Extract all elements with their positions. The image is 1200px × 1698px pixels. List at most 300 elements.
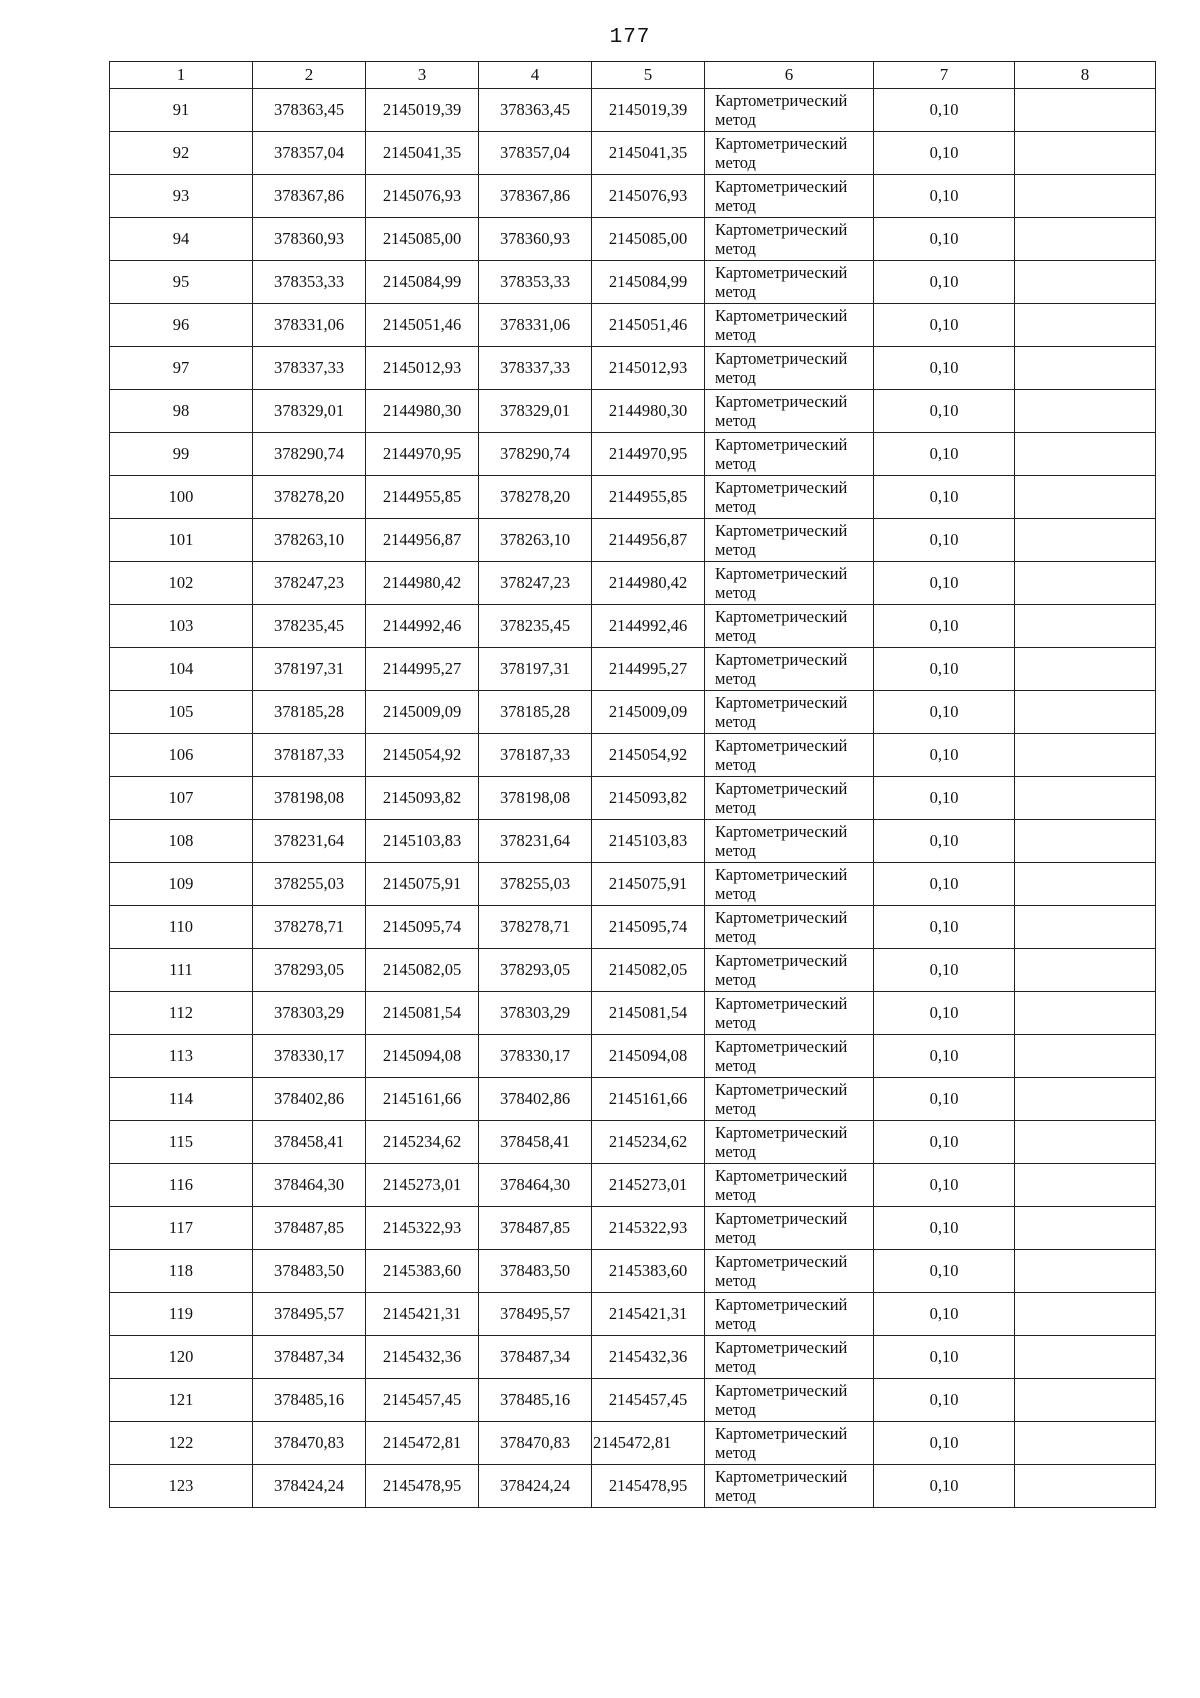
point-number-cell: 110 bbox=[110, 906, 253, 949]
accuracy-cell: 0,10 bbox=[874, 476, 1015, 519]
accuracy-cell: 0,10 bbox=[874, 304, 1015, 347]
y-coordinate-cell-2: 2145085,00 bbox=[592, 218, 705, 261]
x-coordinate-cell-2: 378185,28 bbox=[479, 691, 592, 734]
accuracy-cell: 0,10 bbox=[874, 218, 1015, 261]
method-cell: Картометрический метод bbox=[705, 132, 874, 175]
table-row bbox=[110, 1465, 1156, 1508]
note-cell bbox=[1015, 218, 1156, 261]
x-coordinate-cell-2: 378198,08 bbox=[479, 777, 592, 820]
point-number-cell: 93 bbox=[110, 175, 253, 218]
point-number-cell: 123 bbox=[110, 1465, 253, 1508]
y-coordinate-cell: 2145322,93 bbox=[366, 1207, 479, 1250]
x-coordinate-cell: 378293,05 bbox=[253, 949, 366, 992]
table-row bbox=[110, 261, 1156, 304]
point-number-cell: 105 bbox=[110, 691, 253, 734]
method-cell: Картометрический метод bbox=[705, 1422, 874, 1465]
y-coordinate-cell: 2145094,08 bbox=[366, 1035, 479, 1078]
point-number-cell: 111 bbox=[110, 949, 253, 992]
y-coordinate-cell-2: 2145234,62 bbox=[592, 1121, 705, 1164]
y-coordinate-cell-2: 2145082,05 bbox=[592, 949, 705, 992]
note-cell bbox=[1015, 89, 1156, 132]
x-coordinate-cell: 378367,86 bbox=[253, 175, 366, 218]
table-row bbox=[110, 820, 1156, 863]
y-coordinate-cell: 2145161,66 bbox=[366, 1078, 479, 1121]
method-cell: Картометрический метод bbox=[705, 175, 874, 218]
x-coordinate-cell: 378255,03 bbox=[253, 863, 366, 906]
y-coordinate-cell: 2145103,83 bbox=[366, 820, 479, 863]
accuracy-cell: 0,10 bbox=[874, 1336, 1015, 1379]
table-row bbox=[110, 648, 1156, 691]
y-coordinate-cell: 2145478,95 bbox=[366, 1465, 479, 1508]
method-cell: Картометрический метод bbox=[705, 734, 874, 777]
x-coordinate-cell-2: 378470,83 bbox=[479, 1422, 592, 1465]
accuracy-cell: 0,10 bbox=[874, 648, 1015, 691]
y-coordinate-cell: 2145234,62 bbox=[366, 1121, 479, 1164]
x-coordinate-cell: 378247,23 bbox=[253, 562, 366, 605]
point-number-cell: 96 bbox=[110, 304, 253, 347]
table-row bbox=[110, 1207, 1156, 1250]
y-coordinate-cell: 2145019,39 bbox=[366, 89, 479, 132]
y-coordinate-cell: 2144956,87 bbox=[366, 519, 479, 562]
accuracy-cell: 0,10 bbox=[874, 1164, 1015, 1207]
note-cell bbox=[1015, 820, 1156, 863]
method-cell: Картометрический метод bbox=[705, 218, 874, 261]
note-cell bbox=[1015, 1422, 1156, 1465]
y-coordinate-cell-2: 2145094,08 bbox=[592, 1035, 705, 1078]
y-coordinate-cell: 2144995,27 bbox=[366, 648, 479, 691]
x-coordinate-cell-2: 378363,45 bbox=[479, 89, 592, 132]
table-row bbox=[110, 1293, 1156, 1336]
method-cell: Картометрический метод bbox=[705, 390, 874, 433]
point-number-cell: 108 bbox=[110, 820, 253, 863]
method-cell: Картометрический метод bbox=[705, 1164, 874, 1207]
accuracy-cell: 0,10 bbox=[874, 89, 1015, 132]
point-number-cell: 100 bbox=[110, 476, 253, 519]
x-coordinate-cell-2: 378485,16 bbox=[479, 1379, 592, 1422]
note-cell bbox=[1015, 863, 1156, 906]
accuracy-cell: 0,10 bbox=[874, 261, 1015, 304]
accuracy-cell: 0,10 bbox=[874, 1078, 1015, 1121]
y-coordinate-cell-2: 2145472,81 bbox=[592, 1422, 705, 1465]
accuracy-cell: 0,10 bbox=[874, 820, 1015, 863]
page-number: 177 bbox=[609, 26, 651, 49]
table-row bbox=[110, 304, 1156, 347]
x-coordinate-cell-2: 378235,45 bbox=[479, 605, 592, 648]
y-coordinate-cell-2: 2145478,95 bbox=[592, 1465, 705, 1508]
accuracy-cell: 0,10 bbox=[874, 519, 1015, 562]
x-coordinate-cell-2: 378483,50 bbox=[479, 1250, 592, 1293]
coordinates-table bbox=[109, 61, 1156, 1508]
point-number-cell: 103 bbox=[110, 605, 253, 648]
accuracy-cell: 0,10 bbox=[874, 132, 1015, 175]
y-coordinate-cell-2: 2144980,42 bbox=[592, 562, 705, 605]
y-coordinate-cell: 2144992,46 bbox=[366, 605, 479, 648]
y-coordinate-cell: 2145076,93 bbox=[366, 175, 479, 218]
table-row bbox=[110, 906, 1156, 949]
accuracy-cell: 0,10 bbox=[874, 777, 1015, 820]
column-header: 6 bbox=[705, 62, 874, 89]
x-coordinate-cell-2: 378337,33 bbox=[479, 347, 592, 390]
note-cell bbox=[1015, 691, 1156, 734]
x-coordinate-cell: 378329,01 bbox=[253, 390, 366, 433]
x-coordinate-cell-2: 378303,29 bbox=[479, 992, 592, 1035]
point-number-cell: 115 bbox=[110, 1121, 253, 1164]
y-coordinate-cell-2: 2144980,30 bbox=[592, 390, 705, 433]
note-cell bbox=[1015, 1164, 1156, 1207]
table-row bbox=[110, 89, 1156, 132]
x-coordinate-cell: 378337,33 bbox=[253, 347, 366, 390]
accuracy-cell: 0,10 bbox=[874, 1207, 1015, 1250]
x-coordinate-cell: 378357,04 bbox=[253, 132, 366, 175]
y-coordinate-cell: 2145383,60 bbox=[366, 1250, 479, 1293]
y-coordinate-cell-2: 2145273,01 bbox=[592, 1164, 705, 1207]
note-cell bbox=[1015, 132, 1156, 175]
note-cell bbox=[1015, 1035, 1156, 1078]
accuracy-cell: 0,10 bbox=[874, 1293, 1015, 1336]
x-coordinate-cell-2: 378231,64 bbox=[479, 820, 592, 863]
accuracy-cell: 0,10 bbox=[874, 1250, 1015, 1293]
method-cell: Картометрический метод bbox=[705, 1207, 874, 1250]
note-cell bbox=[1015, 648, 1156, 691]
note-cell bbox=[1015, 390, 1156, 433]
y-coordinate-cell: 2145054,92 bbox=[366, 734, 479, 777]
accuracy-cell: 0,10 bbox=[874, 691, 1015, 734]
column-header: 8 bbox=[1015, 62, 1156, 89]
method-cell: Картометрический метод bbox=[705, 1336, 874, 1379]
y-coordinate-cell: 2144980,42 bbox=[366, 562, 479, 605]
point-number-cell: 97 bbox=[110, 347, 253, 390]
y-coordinate-cell-2: 2144970,95 bbox=[592, 433, 705, 476]
note-cell bbox=[1015, 476, 1156, 519]
note-cell bbox=[1015, 992, 1156, 1035]
note-cell bbox=[1015, 1121, 1156, 1164]
table-row bbox=[110, 777, 1156, 820]
method-cell: Картометрический метод bbox=[705, 347, 874, 390]
x-coordinate-cell: 378278,20 bbox=[253, 476, 366, 519]
x-coordinate-cell: 378330,17 bbox=[253, 1035, 366, 1078]
point-number-cell: 121 bbox=[110, 1379, 253, 1422]
note-cell bbox=[1015, 1207, 1156, 1250]
point-number-cell: 106 bbox=[110, 734, 253, 777]
note-cell bbox=[1015, 1336, 1156, 1379]
y-coordinate-cell: 2145081,54 bbox=[366, 992, 479, 1035]
accuracy-cell: 0,10 bbox=[874, 949, 1015, 992]
x-coordinate-cell: 378495,57 bbox=[253, 1293, 366, 1336]
table-row bbox=[110, 347, 1156, 390]
point-number-cell: 122 bbox=[110, 1422, 253, 1465]
point-number-cell: 99 bbox=[110, 433, 253, 476]
x-coordinate-cell-2: 378290,74 bbox=[479, 433, 592, 476]
x-coordinate-cell: 378231,64 bbox=[253, 820, 366, 863]
y-coordinate-cell-2: 2145081,54 bbox=[592, 992, 705, 1035]
table-row bbox=[110, 562, 1156, 605]
point-number-cell: 112 bbox=[110, 992, 253, 1035]
y-coordinate-cell-2: 2145076,93 bbox=[592, 175, 705, 218]
method-cell: Картометрический метод bbox=[705, 261, 874, 304]
y-coordinate-cell-2: 2145054,92 bbox=[592, 734, 705, 777]
column-header: 7 bbox=[874, 62, 1015, 89]
table-row bbox=[110, 863, 1156, 906]
x-coordinate-cell: 378470,83 bbox=[253, 1422, 366, 1465]
point-number-cell: 94 bbox=[110, 218, 253, 261]
y-coordinate-cell: 2145041,35 bbox=[366, 132, 479, 175]
accuracy-cell: 0,10 bbox=[874, 1465, 1015, 1508]
note-cell bbox=[1015, 175, 1156, 218]
table-row bbox=[110, 175, 1156, 218]
y-coordinate-cell: 2145075,91 bbox=[366, 863, 479, 906]
x-coordinate-cell-2: 378187,33 bbox=[479, 734, 592, 777]
point-number-cell: 91 bbox=[110, 89, 253, 132]
x-coordinate-cell: 378483,50 bbox=[253, 1250, 366, 1293]
x-coordinate-cell-2: 378360,93 bbox=[479, 218, 592, 261]
y-coordinate-cell-2: 2144956,87 bbox=[592, 519, 705, 562]
note-cell bbox=[1015, 605, 1156, 648]
note-cell bbox=[1015, 1250, 1156, 1293]
point-number-cell: 95 bbox=[110, 261, 253, 304]
point-number-cell: 114 bbox=[110, 1078, 253, 1121]
column-header: 5 bbox=[592, 62, 705, 89]
table-row bbox=[110, 992, 1156, 1035]
accuracy-cell: 0,10 bbox=[874, 175, 1015, 218]
x-coordinate-cell-2: 378357,04 bbox=[479, 132, 592, 175]
note-cell bbox=[1015, 261, 1156, 304]
y-coordinate-cell-2: 2144995,27 bbox=[592, 648, 705, 691]
column-header: 2 bbox=[253, 62, 366, 89]
accuracy-cell: 0,10 bbox=[874, 1422, 1015, 1465]
table-row bbox=[110, 949, 1156, 992]
y-coordinate-cell: 2145457,45 bbox=[366, 1379, 479, 1422]
note-cell bbox=[1015, 1465, 1156, 1508]
method-cell: Картометрический метод bbox=[705, 691, 874, 734]
method-cell: Картометрический метод bbox=[705, 1379, 874, 1422]
method-cell: Картометрический метод bbox=[705, 562, 874, 605]
x-coordinate-cell-2: 378464,30 bbox=[479, 1164, 592, 1207]
x-coordinate-cell: 378487,34 bbox=[253, 1336, 366, 1379]
accuracy-cell: 0,10 bbox=[874, 734, 1015, 777]
y-coordinate-cell: 2145009,09 bbox=[366, 691, 479, 734]
method-cell: Картометрический метод bbox=[705, 863, 874, 906]
accuracy-cell: 0,10 bbox=[874, 390, 1015, 433]
x-coordinate-cell: 378402,86 bbox=[253, 1078, 366, 1121]
table-row bbox=[110, 1379, 1156, 1422]
x-coordinate-cell-2: 378367,86 bbox=[479, 175, 592, 218]
y-coordinate-cell: 2145082,05 bbox=[366, 949, 479, 992]
point-number-cell: 113 bbox=[110, 1035, 253, 1078]
column-header: 3 bbox=[366, 62, 479, 89]
table-row bbox=[110, 476, 1156, 519]
accuracy-cell: 0,10 bbox=[874, 433, 1015, 476]
y-coordinate-cell-2: 2145012,93 bbox=[592, 347, 705, 390]
y-coordinate-cell: 2145472,81 bbox=[366, 1422, 479, 1465]
note-cell bbox=[1015, 433, 1156, 476]
y-coordinate-cell: 2145095,74 bbox=[366, 906, 479, 949]
method-cell: Картометрический метод bbox=[705, 1465, 874, 1508]
method-cell: Картометрический метод bbox=[705, 519, 874, 562]
x-coordinate-cell: 378485,16 bbox=[253, 1379, 366, 1422]
y-coordinate-cell-2: 2145075,91 bbox=[592, 863, 705, 906]
x-coordinate-cell: 378185,28 bbox=[253, 691, 366, 734]
y-coordinate-cell: 2145432,36 bbox=[366, 1336, 479, 1379]
accuracy-cell: 0,10 bbox=[874, 992, 1015, 1035]
x-coordinate-cell: 378363,45 bbox=[253, 89, 366, 132]
accuracy-cell: 0,10 bbox=[874, 1379, 1015, 1422]
method-cell: Картометрический метод bbox=[705, 906, 874, 949]
y-coordinate-cell-2: 2145084,99 bbox=[592, 261, 705, 304]
point-number-cell: 109 bbox=[110, 863, 253, 906]
method-cell: Картометрический метод bbox=[705, 433, 874, 476]
y-coordinate-cell-2: 2145432,36 bbox=[592, 1336, 705, 1379]
table-row bbox=[110, 1164, 1156, 1207]
method-cell: Картометрический метод bbox=[705, 820, 874, 863]
method-cell: Картометрический метод bbox=[705, 89, 874, 132]
x-coordinate-cell-2: 378487,85 bbox=[479, 1207, 592, 1250]
note-cell bbox=[1015, 1379, 1156, 1422]
point-number-cell: 101 bbox=[110, 519, 253, 562]
y-coordinate-cell-2: 2145322,93 bbox=[592, 1207, 705, 1250]
x-coordinate-cell-2: 378293,05 bbox=[479, 949, 592, 992]
point-number-cell: 107 bbox=[110, 777, 253, 820]
x-coordinate-cell-2: 378330,17 bbox=[479, 1035, 592, 1078]
point-number-cell: 119 bbox=[110, 1293, 253, 1336]
x-coordinate-cell: 378458,41 bbox=[253, 1121, 366, 1164]
x-coordinate-cell: 378197,31 bbox=[253, 648, 366, 691]
y-coordinate-cell-2: 2145051,46 bbox=[592, 304, 705, 347]
note-cell bbox=[1015, 777, 1156, 820]
x-coordinate-cell: 378331,06 bbox=[253, 304, 366, 347]
y-coordinate-cell-2: 2145421,31 bbox=[592, 1293, 705, 1336]
x-coordinate-cell: 378290,74 bbox=[253, 433, 366, 476]
x-coordinate-cell-2: 378255,03 bbox=[479, 863, 592, 906]
point-number-cell: 120 bbox=[110, 1336, 253, 1379]
table-row bbox=[110, 1035, 1156, 1078]
column-header: 1 bbox=[110, 62, 253, 89]
y-coordinate-cell-2: 2145041,35 bbox=[592, 132, 705, 175]
table-row bbox=[110, 218, 1156, 261]
x-coordinate-cell: 378278,71 bbox=[253, 906, 366, 949]
point-number-cell: 98 bbox=[110, 390, 253, 433]
table-row bbox=[110, 691, 1156, 734]
y-coordinate-cell-2: 2145457,45 bbox=[592, 1379, 705, 1422]
table-row bbox=[110, 734, 1156, 777]
x-coordinate-cell-2: 378263,10 bbox=[479, 519, 592, 562]
table-row bbox=[110, 132, 1156, 175]
x-coordinate-cell-2: 378402,86 bbox=[479, 1078, 592, 1121]
method-cell: Картометрический метод bbox=[705, 605, 874, 648]
accuracy-cell: 0,10 bbox=[874, 605, 1015, 648]
method-cell: Картометрический метод bbox=[705, 1035, 874, 1078]
table-row bbox=[110, 519, 1156, 562]
table-body bbox=[110, 62, 1156, 1508]
x-coordinate-cell: 378424,24 bbox=[253, 1465, 366, 1508]
x-coordinate-cell: 378360,93 bbox=[253, 218, 366, 261]
point-number-cell: 104 bbox=[110, 648, 253, 691]
x-coordinate-cell: 378198,08 bbox=[253, 777, 366, 820]
x-coordinate-cell-2: 378458,41 bbox=[479, 1121, 592, 1164]
y-coordinate-cell: 2145093,82 bbox=[366, 777, 479, 820]
y-coordinate-cell-2: 2145161,66 bbox=[592, 1078, 705, 1121]
method-cell: Картометрический метод bbox=[705, 1078, 874, 1121]
y-coordinate-cell: 2145421,31 bbox=[366, 1293, 479, 1336]
accuracy-cell: 0,10 bbox=[874, 863, 1015, 906]
y-coordinate-cell-2: 2145093,82 bbox=[592, 777, 705, 820]
x-coordinate-cell-2: 378247,23 bbox=[479, 562, 592, 605]
x-coordinate-cell: 378353,33 bbox=[253, 261, 366, 304]
table-row bbox=[110, 390, 1156, 433]
point-number-cell: 102 bbox=[110, 562, 253, 605]
x-coordinate-cell: 378487,85 bbox=[253, 1207, 366, 1250]
y-coordinate-cell-2: 2145103,83 bbox=[592, 820, 705, 863]
note-cell bbox=[1015, 1293, 1156, 1336]
note-cell bbox=[1015, 949, 1156, 992]
y-coordinate-cell-2: 2144955,85 bbox=[592, 476, 705, 519]
point-number-cell: 116 bbox=[110, 1164, 253, 1207]
table-row bbox=[110, 1250, 1156, 1293]
note-cell bbox=[1015, 519, 1156, 562]
accuracy-cell: 0,10 bbox=[874, 1035, 1015, 1078]
y-coordinate-cell: 2145051,46 bbox=[366, 304, 479, 347]
accuracy-cell: 0,10 bbox=[874, 562, 1015, 605]
x-coordinate-cell-2: 378329,01 bbox=[479, 390, 592, 433]
x-coordinate-cell: 378187,33 bbox=[253, 734, 366, 777]
table-row bbox=[110, 605, 1156, 648]
note-cell bbox=[1015, 734, 1156, 777]
column-header: 4 bbox=[479, 62, 592, 89]
accuracy-cell: 0,10 bbox=[874, 1121, 1015, 1164]
x-coordinate-cell-2: 378197,31 bbox=[479, 648, 592, 691]
x-coordinate-cell-2: 378353,33 bbox=[479, 261, 592, 304]
note-cell bbox=[1015, 347, 1156, 390]
note-cell bbox=[1015, 304, 1156, 347]
x-coordinate-cell-2: 378495,57 bbox=[479, 1293, 592, 1336]
x-coordinate-cell: 378303,29 bbox=[253, 992, 366, 1035]
y-coordinate-cell: 2144970,95 bbox=[366, 433, 479, 476]
method-cell: Картометрический метод bbox=[705, 1121, 874, 1164]
y-coordinate-cell-2: 2145095,74 bbox=[592, 906, 705, 949]
table-row bbox=[110, 433, 1156, 476]
table-row bbox=[110, 1121, 1156, 1164]
method-cell: Картометрический метод bbox=[705, 648, 874, 691]
point-number-cell: 118 bbox=[110, 1250, 253, 1293]
header-row bbox=[110, 62, 1156, 89]
y-coordinate-cell-2: 2145383,60 bbox=[592, 1250, 705, 1293]
y-coordinate-cell-2: 2145019,39 bbox=[592, 89, 705, 132]
y-coordinate-cell-2: 2145009,09 bbox=[592, 691, 705, 734]
note-cell bbox=[1015, 1078, 1156, 1121]
y-coordinate-cell: 2145012,93 bbox=[366, 347, 479, 390]
point-number-cell: 92 bbox=[110, 132, 253, 175]
table-row bbox=[110, 1078, 1156, 1121]
method-cell: Картометрический метод bbox=[705, 476, 874, 519]
x-coordinate-cell-2: 378487,34 bbox=[479, 1336, 592, 1379]
method-cell: Картометрический метод bbox=[705, 777, 874, 820]
x-coordinate-cell: 378464,30 bbox=[253, 1164, 366, 1207]
note-cell bbox=[1015, 562, 1156, 605]
y-coordinate-cell-2: 2144992,46 bbox=[592, 605, 705, 648]
method-cell: Картометрический метод bbox=[705, 949, 874, 992]
x-coordinate-cell-2: 378424,24 bbox=[479, 1465, 592, 1508]
y-coordinate-cell: 2145085,00 bbox=[366, 218, 479, 261]
y-coordinate-cell: 2145273,01 bbox=[366, 1164, 479, 1207]
y-coordinate-cell: 2144980,30 bbox=[366, 390, 479, 433]
method-cell: Картометрический метод bbox=[705, 992, 874, 1035]
table-row bbox=[110, 1422, 1156, 1465]
accuracy-cell: 0,10 bbox=[874, 347, 1015, 390]
x-coordinate-cell-2: 378331,06 bbox=[479, 304, 592, 347]
x-coordinate-cell-2: 378278,20 bbox=[479, 476, 592, 519]
y-coordinate-cell: 2145084,99 bbox=[366, 261, 479, 304]
note-cell bbox=[1015, 906, 1156, 949]
table-row bbox=[110, 1336, 1156, 1379]
